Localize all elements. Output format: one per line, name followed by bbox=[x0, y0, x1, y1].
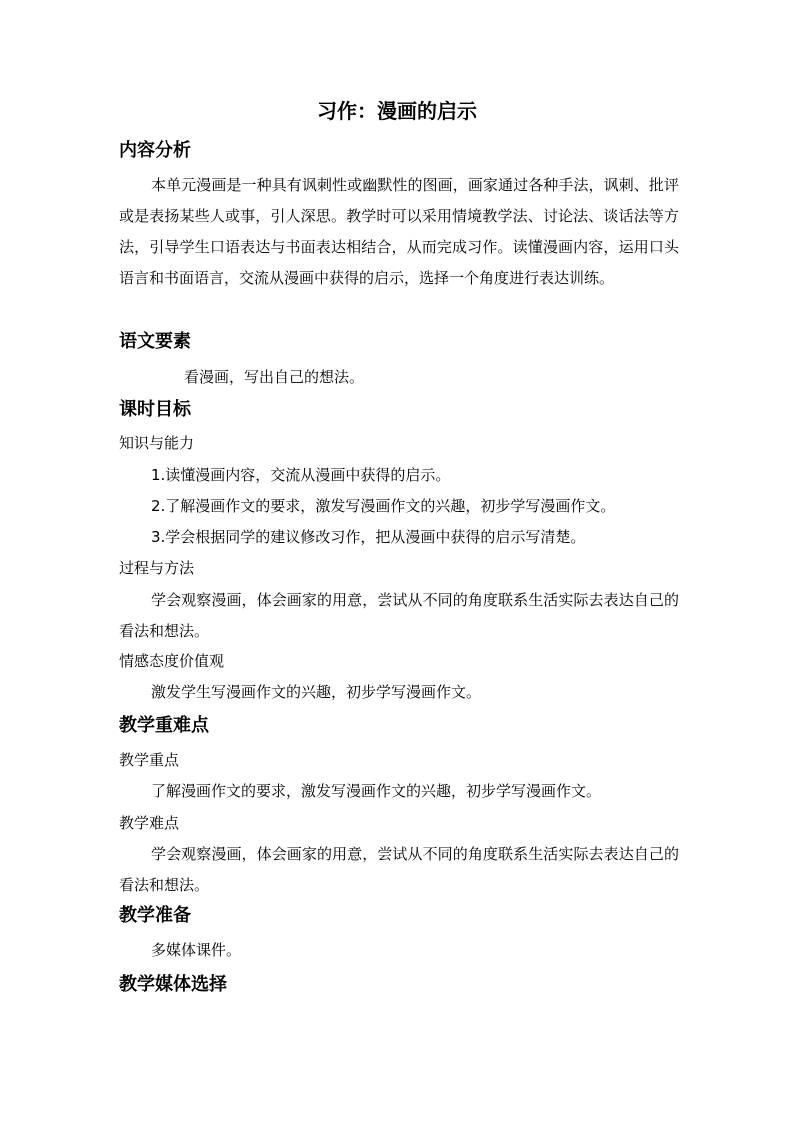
heading-key-difficult: 教学重难点 bbox=[119, 715, 209, 736]
paragraph-language-elements: 看漫画，写出自己的想法。 bbox=[184, 368, 365, 386]
paragraph-preparation: 多媒体课件。 bbox=[151, 941, 242, 959]
heading-media: 教学媒体选择 bbox=[119, 974, 227, 995]
heading-content-analysis: 内容分析 bbox=[119, 140, 191, 161]
paragraph-key-point: 了解漫画作文的要求，激发写漫画作文的兴趣，初步学写漫画作文。 bbox=[151, 782, 602, 800]
paragraph-content-analysis: 本单元漫画是一种具有讽刺性或幽默性的图画，画家通过各种手法，讽刺、批评或是表扬某些人或事，引人深思。教学时可以采用情境教学法、讨论法、谈话法等方法，引导学生口语表达与书面表达相结合，从而完成习作。读懂漫画内容，运用口头语言和书面语言，交流从漫画中获得的启示，选择一个角度进行表达训练。 bbox=[119, 176, 679, 287]
heading-preparation: 教学准备 bbox=[119, 905, 191, 926]
paragraph-process: 学会观察漫画，体会画家的用意，尝试从不同的角度联系生活实际去表达自己的看法和想法。 bbox=[119, 591, 679, 640]
paragraph-difficult-point: 学会观察漫画，体会画家的用意，尝试从不同的角度联系生活实际去表达自己的看法和想法。 bbox=[119, 845, 679, 894]
heading-objectives: 课时目标 bbox=[119, 399, 191, 420]
subheading-key-point: 教学重点 bbox=[119, 751, 180, 769]
objective-item-2: 2.了解漫画作文的要求，激发写漫画作文的兴趣，初步学写漫画作文。 bbox=[151, 497, 616, 515]
subheading-knowledge: 知识与能力 bbox=[119, 434, 195, 452]
heading-language-elements: 语文要素 bbox=[119, 331, 191, 352]
subheading-process: 过程与方法 bbox=[119, 559, 195, 577]
subheading-emotion: 情感态度价值观 bbox=[119, 652, 225, 670]
paragraph-emotion: 激发学生写漫画作文的兴趣，初步学写漫画作文。 bbox=[151, 683, 482, 701]
subheading-difficult-point: 教学难点 bbox=[119, 814, 180, 832]
objective-item-3: 3.学会根据同学的建议修改习作，把从漫画中获得的启示写清楚。 bbox=[151, 528, 586, 546]
document-title: 习作：漫画的启示 bbox=[317, 99, 477, 123]
objective-item-1: 1.读懂漫画内容，交流从漫画中获得的启示。 bbox=[151, 466, 451, 484]
